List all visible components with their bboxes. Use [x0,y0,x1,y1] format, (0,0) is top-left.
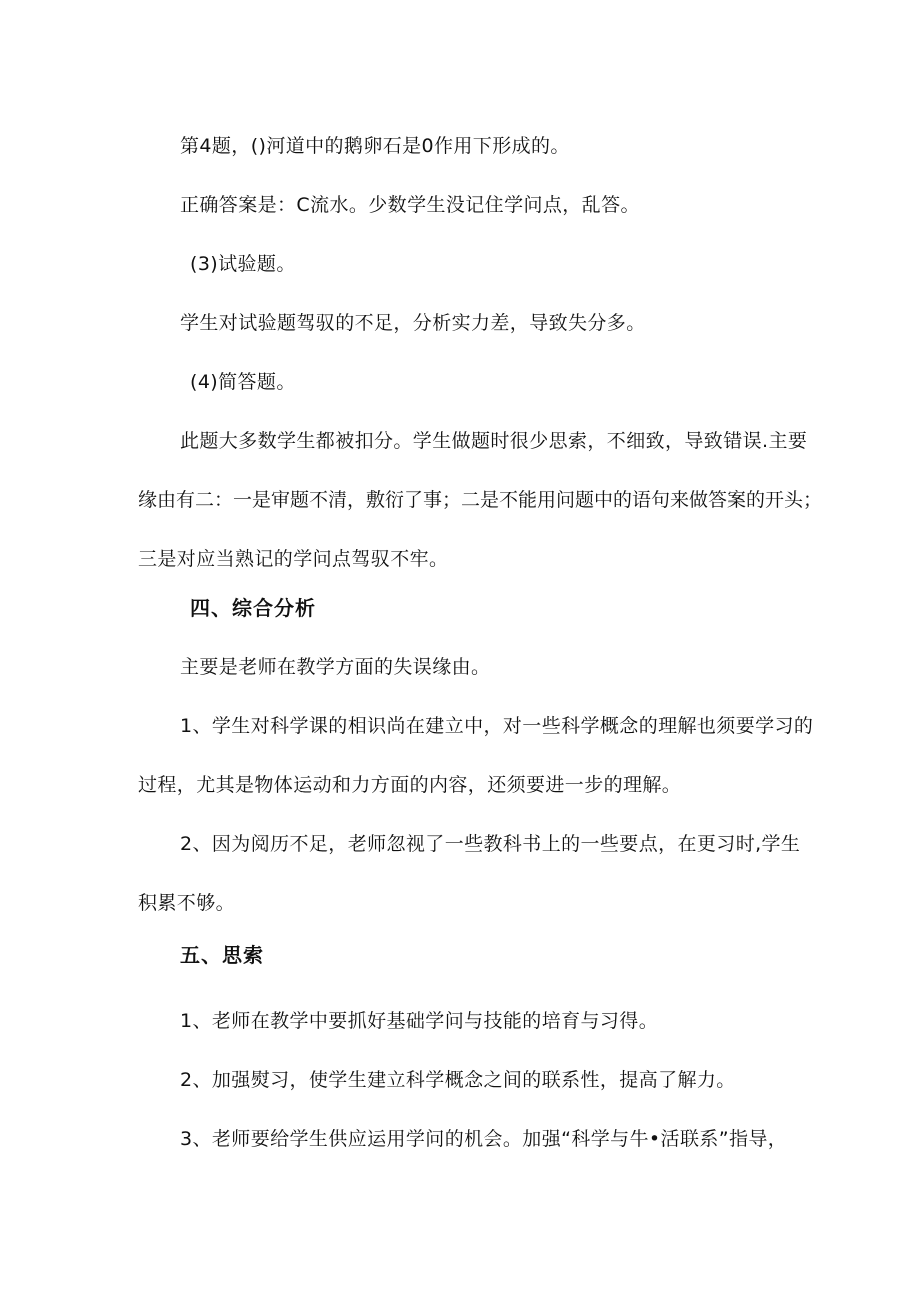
subheading-experiment: (3)试验题。 [190,253,296,275]
paragraph-reflection-2: 2、加强熨习，使学生建立科学概念之间的联系性，提高了解力。 [180,1069,736,1091]
paragraph-short-answer-2: 缘由有二：一是审题不清，敷衍了事；二是不能用问题中的语句来做答案的开头； [138,489,823,511]
paragraph-short-answer-3: 三是对应当熟记的学问点驾驭不牢。 [138,548,449,570]
section-heading-reflection: 五、思索 [180,943,264,967]
paragraph-q4-answer: 正确答案是：C流水。少数学生没记住学问点，乱答。 [180,194,640,216]
paragraph-experiment: 学生对试验题驾驭的不足，分析实力差，导致失分多。 [180,312,646,334]
subheading-short-answer: (4)简答题。 [190,371,296,393]
paragraph-analysis-2b: 积累不够。 [138,892,236,914]
paragraph-analysis-2a: 2、因为阅历不足，老师忽视了一些教科书上的一些要点，在更习时,学生 [180,833,801,855]
paragraph-analysis-intro: 主要是老师在教学方面的失误缘由。 [180,656,491,678]
section-heading-analysis: 四、综合分析 [190,596,316,620]
paragraph-reflection-3: 3、老师要给学生供应运用学问的机会。加强“科学与牛•活联系”指导， [180,1128,788,1150]
paragraph-reflection-1: 1、老师在教学中要抓好基础学问与技能的培育与习得。 [180,1010,659,1032]
paragraph-q4: 第4题，()河道中的鹅卵石是0作用下形成的。 [180,135,570,157]
paragraph-short-answer-1: 此题大多数学生都被扣分。学生做题时很少思索，不细致，导致错误.主要 [180,430,808,452]
paragraph-analysis-1a: 1、学生对科学课的相识尚在建立中，对一些科学概念的理解也须要学习的 [180,715,814,737]
paragraph-analysis-1b: 过程，尤其是物体运动和力方面的内容，还须要进一步的理解。 [138,774,682,796]
